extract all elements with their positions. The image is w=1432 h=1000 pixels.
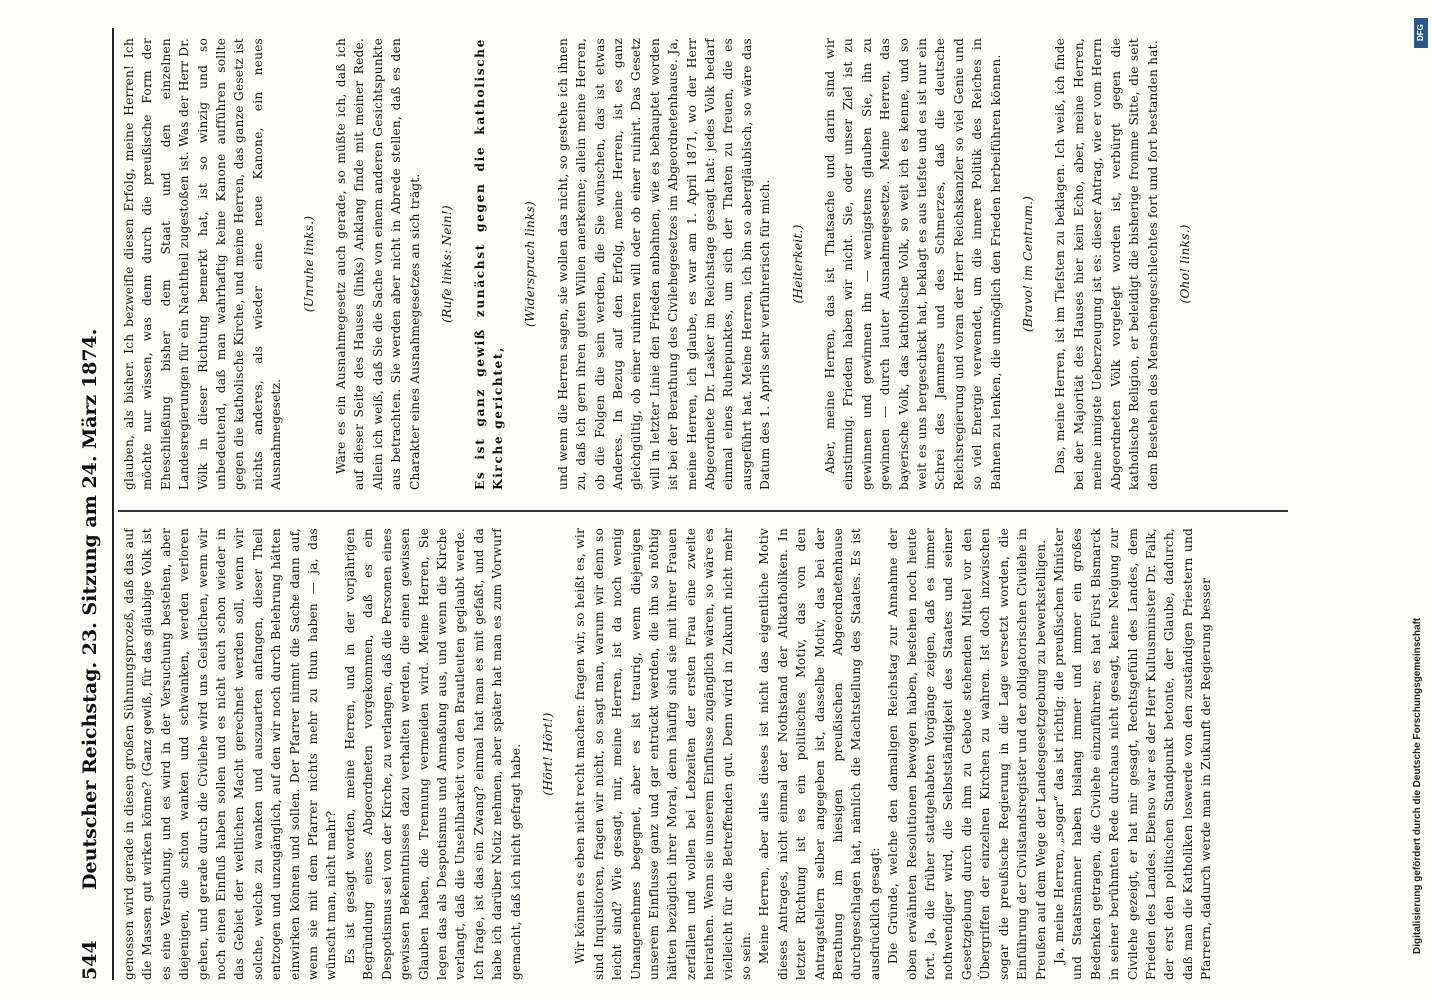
column-divider	[118, 510, 1288, 512]
stage-direction: (Hört! Hört!)	[540, 712, 555, 796]
sidebar	[1412, 10, 1430, 990]
paragraph: Die Gründe, welche den damaligen Reichstag zur Annahme der oben erwähnten Resolutionen bewogen haben, bestehen noch heute fort. Ja, die früher stattgehabten Vorgänge zeigen, daß es immer nothwendiger wird, die Selbstständigkeit des Staates und seiner Gesetzgebung durch die ihm zu Gebote stehenden Mittel vor den Übergriffen der einzelnen Kirchen zu wahren. Ist doch inzwischen sogar die preußische Regierung in die Lage versetzt worden, die Einführung der Civilstandsregister und der obligatorischen Civilehe in Preußen auf dem Wege der Landesgesetzgebung zu bewerkstelligen.	[886, 528, 1048, 980]
page-number: 544	[79, 940, 101, 980]
right-column	[120, 38, 1300, 490]
paragraph: glauben, als bisher. Ich bezweifle diesen Erfolg, meine Herren! Ich möchte nur wissen, was denn durch die preußische Form der Eheschließung bisher dem Staat und den einzelnen Landesregierungen für ein Nachtheil zugestoßen ist. Was der Herr Dr. Völk in dieser Richtung bemerkt hat, ist so winzig und so unbedeutend, daß man wahrhaftig keine Kanone aufführen sollte gegen die katholische Kirche, und meine Herren, das ganze Gesetz ist nichts anderes, als wieder eine neue Kanone, ein neues Ausnahmegesetz.	[122, 38, 284, 490]
paragraph: Meine Herren, aber alles dieses ist nicht das eigentliche Motiv dieses Antrages, nicht einmal der Nothstand der Altkatholiken. In letzter Richtung ist es ein politisches Motiv, das von den Antragstellern selber angegeben ist, dasselbe Motiv, das bei der Berathung im hiesigen preußischen Abgeordnetenhause durchgeschlagen hat, nämlich die Machtstellung des Staates. Es ist ausdrücklich gesagt:	[757, 528, 882, 980]
stage-direction: (Widerspruch links)	[523, 201, 538, 327]
stage-direction: (Heiterkeit.)	[790, 224, 805, 304]
paragraph: Es ist ganz gewiß zunächst gegen die katholische Kirche gerichtet,	[472, 38, 505, 490]
running-title: Deutscher Reichstag. 23. Sitzung am 24. März 1874.	[79, 328, 101, 890]
paragraph: Es ist gesagt worden, meine Herren, und in der vorjährigen Begründung eines Abgeordneten vorgekommen, daß es ein Despotismus sei von der Kirche, zu verlangen, daß die Personen eines gewissen Bekenntnisses dazu verhalten werden, die einen gewissen Glauben haben, die Trennung vermeiden wird. Meine Herren, Sie legen das als Despotismus und Anmaßung aus, und wenn die Kirche verlangt, daß die Unsehlbarkeit von den Brautleuten geglaubt werde. Ich frage, ist das ein Zwang? einmal hat man es mit gefaßt, und da habe ich darüber Notiz nehmen, aber später hat man es zum Vorwurf gemacht, daß ich nicht gefragt habe.	[342, 528, 523, 980]
stage-direction: (Unruhe links.)	[301, 215, 316, 313]
page-header	[70, 28, 110, 980]
left-column	[120, 528, 1300, 980]
paragraph: Das, meine Herren, ist im Tiefsten zu beklagen. Ich weiß, ich finde bei der Majorität des Hauses hier kein Echo, aber, meine Herren, meine innigste Ueberzeugung ist es: dieser Antrag, wie er vom Herrn Abgeordneten Völk vorgelegt worden ist, verbürgt gegen die katholische Religion, er beleidigt die bisherige fromme Sitte, die seit dem Bestehen des Menschengeschlechtes fort und fort bestanden hat.	[1053, 38, 1160, 490]
paragraph: genossen wird gerade in diesen großen Sühnungsprozeß, daß das auf die Massen gut wirken könne? (Ganz gewiß, für das gläubige Volk ist es eine Versuchung, und es wird in der Versuchung bestehen, aber diejenigen, die schon wanken und schwanken, werden verloren gehen, und gerade durch die Civilehe wird uns Geistlichen, wenn wir noch einen Einfluß haben sollen und es nicht auch schon wieder in das Gebiet der weltlichen Macht gerechnet werden soll, wenn wir solche, welche zu wanken und auszuarten anfangen, dieser Theil entzogen und unzugänglich, auf den wir noch durch Belehrung hätten einwirken können und sollen. Der Pfarrer nimmt die Sache dann auf, wenn sie mit dem Pfarrer nichts mehr zu thun haben — ja, das wünscht man, nicht mahr?	[122, 528, 339, 980]
paragraph: und wenn die Herren sagen, sie wollen das nicht, so gestehe ich ihnen zu, daß ich gern ihren guten Willen anerkenne; allein meine Herren, ob die Folgen die sein werden, die Sie wünschen, das ist etwas Anderes. In Bezug auf den Erfolg, meine Herren, ist es ganz gleichgültig, ob einer ruiniren will oder ob einer ruinirt. Das Gesetz will in letzter Linie den Frieden anbahnen, wie es behauptet worden ist bei der Berathung des Civilehegesetzes im Abgeordnetenhause. Ja, meine Herren, ich glaube, es war am 1. April 1871, wo der Herr Abgeordnete Dr. Lasker im Reichstage gesagt hat: jedes Volk bedarf einmal eines Ruhepunktes, um sich der Thaten zu freuen, die es ausgeführt hat. Meine Herren, ich bin so abergläubisch, so wäre das Datum des 1. Aprils sehr verführerisch für mich.	[555, 38, 773, 490]
paragraph: Ja, meine Herren, „sogar“ das ist richtig: die preußischen Minister und Staatsmänner haben bislang immer und immer ein großes Bedenken getragen, die Civilehe einzuführen; es hat Fürst Bismarck in seiner berühmten Rede durchaus nicht gesagt, keine Neigung zur Civilehe gezeigt, er hat mir gesagt, Rechtsgefühl des Landes, dem Frieden des Landes. Ebenso war es der Herr Kultusminister Dr. Falk, der erst den politischen Standpunkt betonte, der Glaube, dadurch, daß man die Katholiken loswerde von den zuständigen Priestern und Pfarrern, dadurch werde man in Zukunft der Regierung besser	[1051, 528, 1214, 980]
paragraph: Wir können es eben nicht recht machen: fragen wir, so heißt es, wir sind Inquisitoren, fragen wir nicht, so sagt man, warum wir denn so leicht sind? Wie gesagt, mir, meine Herren, ist da noch wenig Unangenehmes begegnet, aber es ist traurig, wenn diejenigen unserem Einflusse ganz und gar entrückt werden, die ihn so nöthig hätten bezüglich ihrer Moral, denn häufig sind sie mit ihrer Frauen zerfallen und wollen bei Lebzeiten der ersten Frau eine zweite heirathen. Wenn sie unserem Einflusse zugänglich wären, so wäre es vielleicht für die Betreffenden gut. Denn wird in Zukunft nicht mehr so sein.	[573, 528, 753, 980]
paragraph: Wäre es ein Ausnahmegesetz auch gerade, so müßte ich, daß ich auf dieser Seite des Hauses (links) Anklang finde mit meiner Rede. Allein ich weiß, daß Sie die Sache von einem anderen Gesichtspunkte aus betrachten. Sie werden aber nicht in Abrede stellen, daß es den Charakter eines Ausnahmegesetzes an sich trägt.	[334, 38, 422, 490]
dfg-logo: DFG	[1414, 18, 1428, 48]
stage-direction: (Bravo! im Centrum.)	[1021, 195, 1036, 333]
header-rule	[112, 28, 114, 980]
stage-direction: (Rufe links: Nein!)	[440, 205, 455, 323]
digitization-credit: Digitalisierung gefördert durch die Deutsche Forschungsgemeinschaft	[1412, 617, 1423, 954]
paragraph: Aber, meine Herren, das ist Thatsache und darin sind wir einstimmig. Frieden haben wir nicht. Sie, oder unser Ziel ist zu gewinnen und gewinnen ihn — wenigstens glauben Sie, ihn zu gewinnen — durch lauter Ausnahmegesetze. Meine Herren, das bayerische Volk, das katholische Volk, so weit ich es kenne, und so weit es uns hergeschickt hat, beklagt es aus tiefste und es ist nur ein Schrei des Jammers und des Schmerzes, daß die deutsche Reichsregierung und voran der Herr Reichskanzler so viel Genie und so viel Energie verwendet, um die innere Politik des Reiches in Bahnen zu lenken, die unmöglich den Frieden herbeiführen können.	[823, 38, 1003, 490]
stage-direction: (Oho! links.)	[1177, 224, 1192, 304]
